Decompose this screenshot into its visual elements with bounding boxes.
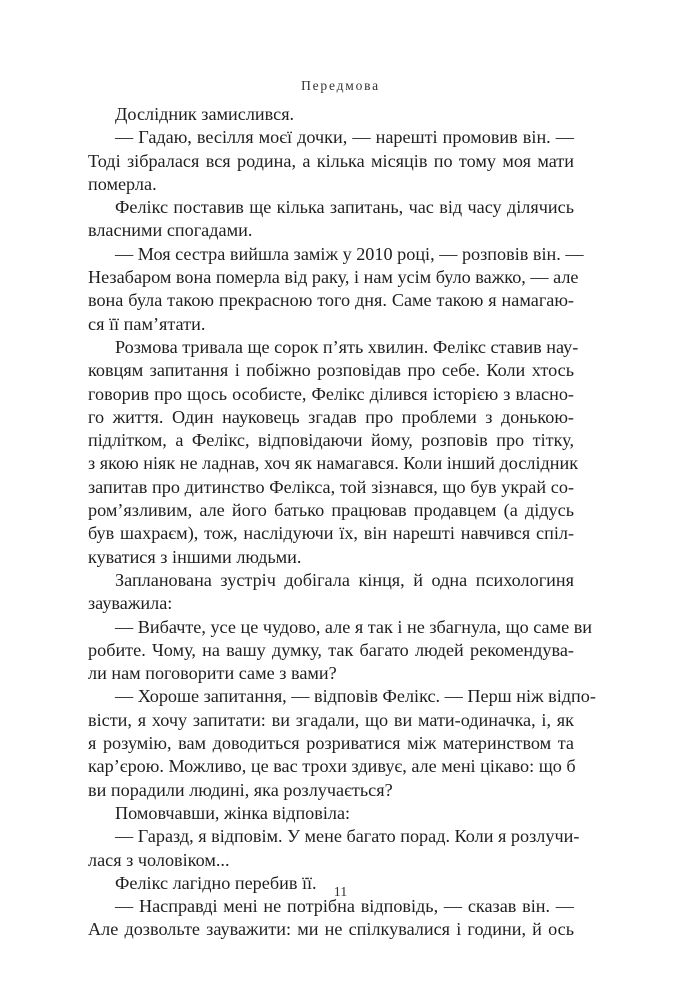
text-line: — Насправді мені не потрібна відповідь, — сказав він. — <box>115 896 574 917</box>
text-line: ли нам поговорити саме з вами? <box>88 663 337 684</box>
text-line: говорив про щось особисте, Фелікс ділився історією з власно- <box>88 383 574 404</box>
body-text <box>88 103 596 942</box>
text-line: я розумію, вам доводиться розриватися між материнством та <box>88 733 574 754</box>
text-line: — Моя сестра вийшла заміж у 2010 році, — розповів він. — <box>115 243 584 264</box>
text-line: — Вибачте, усе це чудово, але я так і не збагнула, що саме ви <box>115 616 593 637</box>
text-line: — Гадаю, весілля моєї дочки, — нарешті промовив він. — <box>115 127 574 148</box>
text-line: був шахраєм), тож, наслідуючи їх, він нарешті навчився спіл- <box>88 523 574 544</box>
text-line: ся її пам’ятати. <box>88 313 206 334</box>
page-number: 11 <box>333 885 348 900</box>
text-line: ковцям запитання і побіжно розповідав про себе. Коли хтось <box>88 360 574 381</box>
text-line: — Хороше запитання, — відповів Фелікс. — Перш ніж відпо- <box>115 686 596 707</box>
text-line: вона була такою прекрасною того дня. Саме такою я намагаю- <box>88 290 574 311</box>
text-line: кар’єрою. Можливо, це вас трохи здивує, але мені цікаво: що б <box>88 756 576 777</box>
text-line: Помовчавши, жінка відповіла: <box>115 802 351 823</box>
text-line: Розмова тривала ще сорок п’ять хвилин. Фелікс ставив нау- <box>115 336 579 357</box>
text-line: Запланована зустріч добігала кінця, й одна психологиня <box>115 569 574 590</box>
text-line: — Гаразд, я відповім. У мене багато порад. Коли я розлучи- <box>115 826 580 847</box>
text-line: робите. Чому, на вашу думку, так багато людей рекомендува- <box>88 639 574 660</box>
text-line: Фелікс поставив ще кілька запитань, час від часу ділячись <box>115 197 574 218</box>
running-head: Передмова <box>301 78 380 93</box>
text-line: Але дозвольте зауважити: ми не спілкувалися і години, й ось <box>88 919 574 940</box>
text-line: підлітком, а Фелікс, відповідаючи йому, розповів про тітку, <box>88 430 574 451</box>
text-line: зауважила: <box>88 593 173 614</box>
text-line: власними спогадами. <box>88 220 253 241</box>
text-line: куватися з іншими людьми. <box>88 546 302 567</box>
text-line: померла. <box>88 173 157 194</box>
text-line: лася з чоловіком... <box>88 849 230 870</box>
text-line: з якою ніяк не ладнав, хоч як намагався. Коли інший дослідник <box>88 453 579 474</box>
text-line: Фелікс лагідно перебив її. <box>115 872 317 893</box>
text-line: Тоді зібралася вся родина, а кілька місяців по тому моя мати <box>88 150 574 171</box>
text-line: вісти, я хочу запитати: ви згадали, що ви мати-одиначка, і, як <box>88 709 574 730</box>
text-line: ви порадили людині, яка розлучається? <box>88 779 393 800</box>
text-line: ром’язливим, але його батько працював продавцем (а дідусь <box>88 500 574 521</box>
text-line: запитав про дитинство Фелікса, той зізнався, що був украй со- <box>88 476 574 497</box>
text-line: Дослідник замислився. <box>115 104 295 124</box>
text-line: го життя. Один науковець згадав про проблеми з донькою- <box>88 406 574 427</box>
text-line: Незабаром вона померла від раку, і нам усім було важко, — але <box>88 267 579 288</box>
